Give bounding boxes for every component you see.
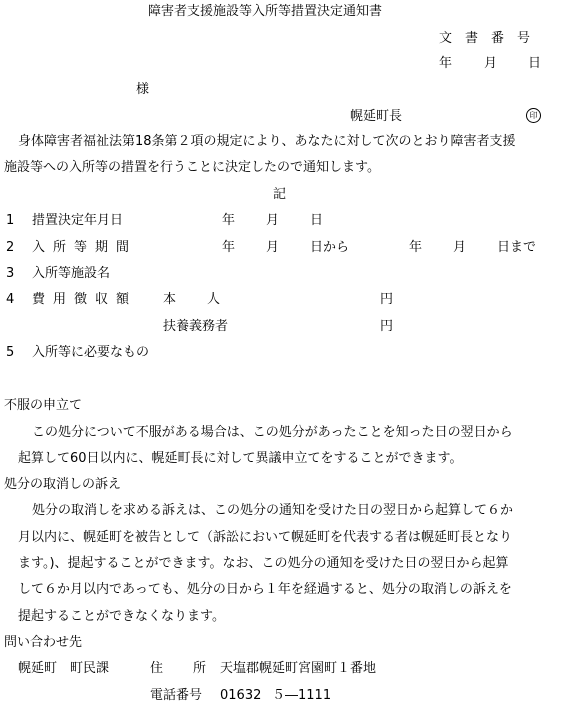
objection-line-1: この処分について不服がある場合は、この処分があったことを知った日の翌日から — [32, 425, 513, 440]
issuer-name: 幌延町長 — [350, 109, 403, 124]
revocation-line-1: 処分の取消しを求める訴えは、この処分の通知を受けた日の翌日から起算して６か — [32, 503, 514, 518]
contact-address-label: 住所 — [150, 661, 237, 676]
item4-label: 費用徴収額 — [32, 292, 138, 307]
item2-day-until: 日まで — [497, 240, 537, 255]
doc-number-label: 文書番号 — [439, 31, 544, 46]
revocation-line-5: 提起することができなくなります。 — [18, 609, 225, 624]
item4-self-label: 本人 — [163, 292, 252, 307]
objection-heading: 不服の申立て — [4, 398, 83, 413]
item2-day-from: 日から — [310, 240, 350, 255]
date-day-label: 日 — [528, 56, 542, 71]
contact-heading: 問い合わせ先 — [4, 635, 83, 650]
revocation-line-3: ます。)、提起することができます。なお、この処分の通知を受けた日の翌日から起算 — [18, 556, 509, 571]
item1-year: 年 — [222, 213, 236, 228]
item3-number: 3 — [6, 266, 15, 281]
date-month-label: 月 — [484, 56, 498, 71]
item2-number: 2 — [6, 240, 15, 255]
item2-year-until: 年 — [409, 240, 423, 255]
addressee-suffix: 様 — [136, 82, 150, 97]
ki-heading: 記 — [273, 187, 287, 202]
item2-month-from: 月 — [266, 240, 280, 255]
seal-mark: 印 — [526, 108, 541, 123]
contact-phone-number: ５―1111 — [272, 688, 332, 703]
item2-year-from: 年 — [222, 240, 236, 255]
item1-month: 月 — [266, 213, 280, 228]
contact-phone-area: 01632 — [220, 688, 262, 703]
item1-day: 日 — [310, 213, 324, 228]
item1-label: 措置決定年月日 — [32, 213, 124, 228]
contact-phone-label: 電話番号 — [150, 688, 203, 703]
intro-line-1: 身体障害者福祉法第18条第２項の規定により、あなたに対して次のとおり障害者支援 — [18, 134, 516, 149]
item2-month-until: 月 — [453, 240, 467, 255]
item1-number: 1 — [6, 213, 15, 228]
item5-label: 入所等に必要なもの — [32, 345, 150, 360]
date-year-label: 年 — [439, 56, 453, 71]
objection-line-2: 起算して60日以内に、幌延町長に対して異議申立てをすることができます。 — [18, 451, 463, 466]
revocation-heading: 処分の取消しの訴え — [4, 477, 122, 492]
revocation-line-2: 月以内に、幌延町を被告として（訴訟において幌延町を代表する者は幌延町長となり — [18, 530, 513, 545]
contact-address: 天塩郡幌延町宮園町１番地 — [220, 661, 377, 676]
item4-number: 4 — [6, 292, 15, 307]
item2-label: 入所等期間 — [32, 240, 138, 255]
item4-supporter-label: 扶養義務者 — [163, 319, 229, 334]
intro-line-2: 施設等への入所等の措置を行うことに決定したので通知します。 — [4, 160, 380, 175]
contact-office: 幌延町 町民課 — [18, 661, 110, 676]
revocation-line-4: して６か月以内であっても、処分の日から１年を経過すると、処分の取消しの訴えを — [18, 582, 512, 597]
item5-number: 5 — [6, 345, 15, 360]
item4-self-yen: 円 — [380, 292, 394, 307]
document-title: 障害者支援施設等入所等措置決定通知書 — [148, 4, 383, 19]
item3-label: 入所等施設名 — [32, 266, 111, 281]
item4-supporter-yen: 円 — [380, 319, 394, 334]
